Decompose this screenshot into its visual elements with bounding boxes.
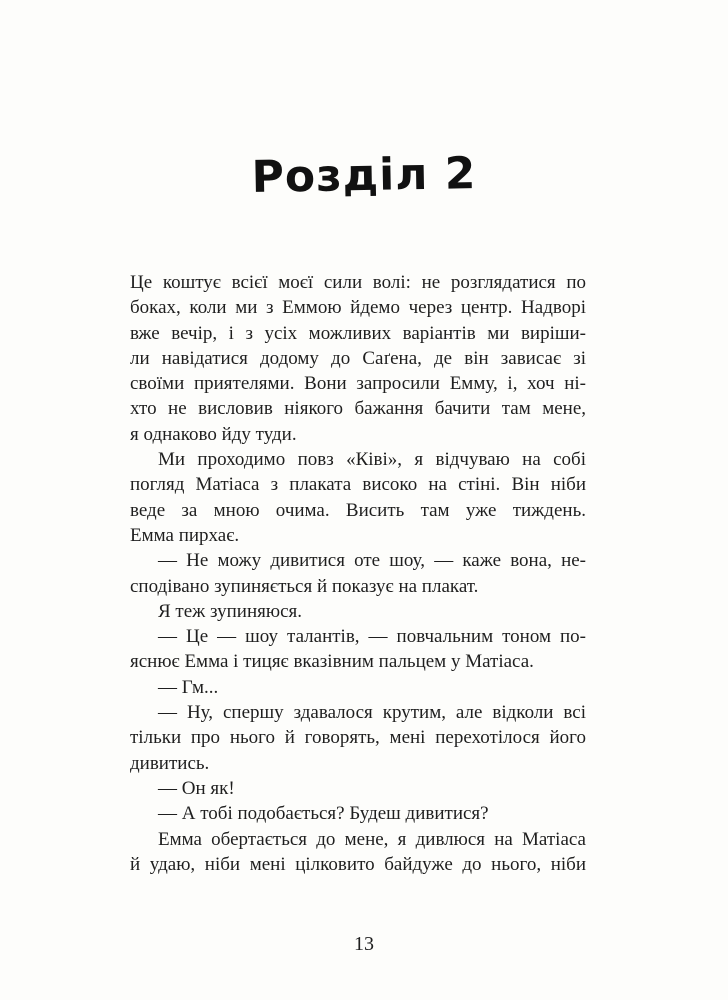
text-line: дивитись. (130, 752, 210, 774)
chapter-title: Розділ 2 (251, 148, 477, 203)
page-number: 13 (354, 933, 374, 955)
text-line: ли навідатися додому до Саґена, де він зависає зі (130, 347, 586, 369)
text-line: — А тобі подобається? Будеш дивитися? (158, 803, 489, 825)
text-line: — Не можу дивитися оте шоу, — каже вона, не- (158, 550, 586, 572)
text-line: своїми приятелями. Вони запросили Емму, і, хоч ні- (130, 373, 586, 395)
text-line: Емма обертається до мене, я дивлюся на Матіаса (158, 828, 586, 850)
text-line: — Це — шоу талантів, — повчальним тоном по- (158, 626, 586, 648)
text-line: Емма пирхає. (130, 524, 240, 546)
text-line: сподівано зупиняється й показує на плакат. (130, 575, 479, 597)
body-text (130, 270, 586, 877)
text-line: яснює Емма і тицяє вказівним пальцем у Матіаса. (130, 651, 534, 673)
text-line: й удаю, ніби мені цілковито байдуже до нього, ніби (130, 853, 586, 875)
text-line: — Ну, спершу здавалося крутим, але відколи всі (158, 702, 586, 724)
text-line: я однаково йду туди. (130, 423, 297, 445)
text-line: Це коштує всієї моєї сили волі: не розглядатися по (130, 272, 586, 293)
text-line: — Гм... (158, 676, 219, 698)
text-line: — Он як! (158, 777, 235, 799)
text-line: хто не висловив ніякого бажання бачити там мене, (130, 398, 586, 420)
text-line: погляд Матіаса з плаката високо на стіні. Він ніби (130, 474, 586, 496)
text-line: Я теж зупиняюся. (158, 600, 303, 622)
text-line: тільки про нього й говорять, мені перехотілося його (130, 727, 586, 749)
text-line: вже вечір, і з усіх можливих варіантів ми виріши- (130, 322, 586, 344)
text-line: боках, коли ми з Еммою йдемо через центр. Надворі (130, 297, 586, 319)
text-line: веде за мною очима. Висить там уже тиждень. (130, 499, 586, 521)
text-line: Ми проходимо повз «Ківі», я відчуваю на собі (158, 449, 586, 471)
